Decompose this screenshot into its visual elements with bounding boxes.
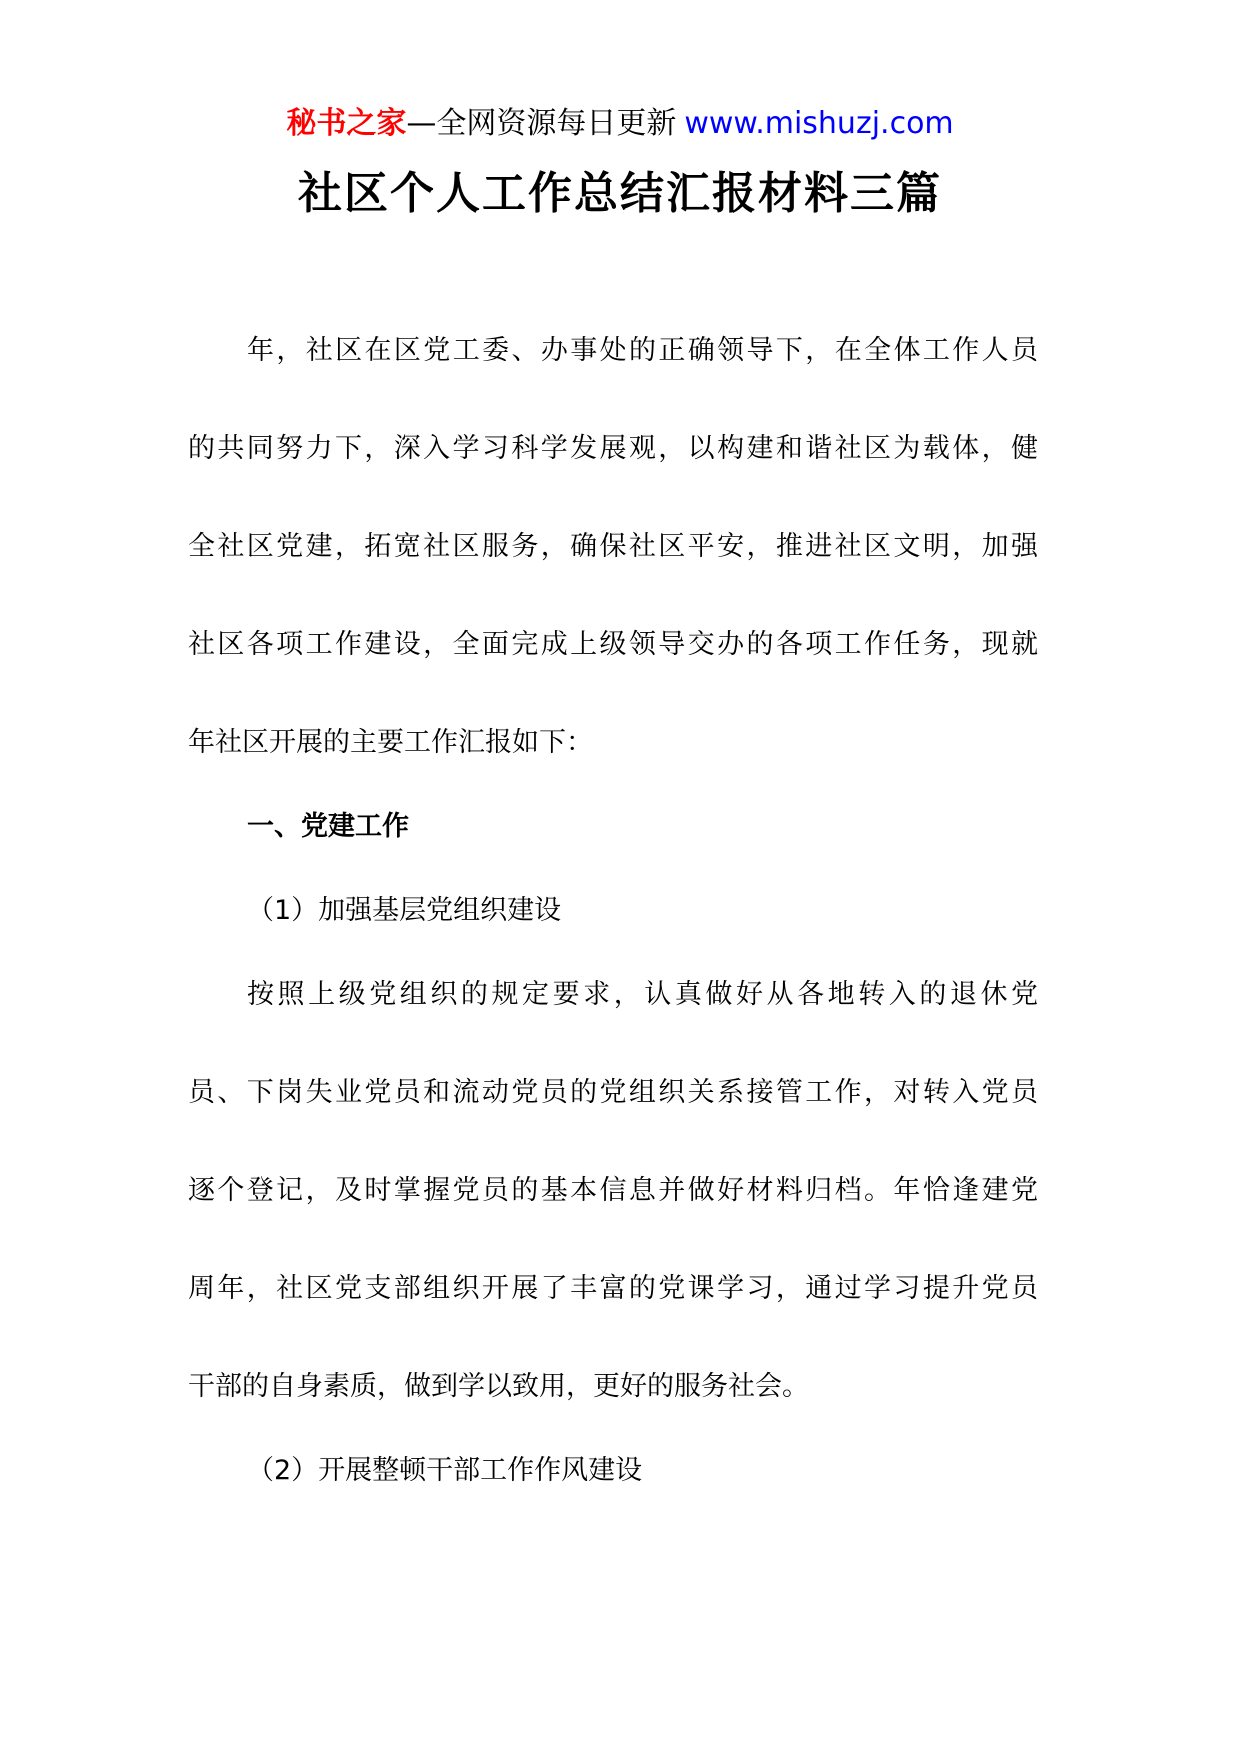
- subsection-paragraph: [188, 978, 1038, 1404]
- site-header: [0, 102, 1240, 146]
- paragraph-line: 年，社区在区党工委、办事处的正确领导下，在全体工作人员: [247, 335, 1038, 366]
- section-heading: 一、党建工作: [247, 811, 409, 842]
- site-url-link[interactable]: www.mishuzj.com: [684, 106, 954, 141]
- subsection-heading: （1）加强基层党组织建设: [247, 895, 562, 926]
- paragraph-line: 按照上级党组织的规定要求，认真做好从各地转入的退休党: [247, 979, 1038, 1010]
- paragraph-line: 的共同努力下，深入学习科学发展观，以构建和谐社区为载体，健: [188, 433, 1038, 464]
- intro-paragraph: [188, 334, 1038, 760]
- paragraph-line: 社区各项工作建设，全面完成上级领导交办的各项工作任务，现就: [188, 629, 1038, 660]
- paragraph-line: 逐个登记，及时掌握党员的基本信息并做好材料归档。年恰逢建党: [188, 1175, 1038, 1206]
- site-tagline: —全网资源每日更新: [406, 106, 677, 141]
- paragraph-line: 员、下岗失业党员和流动党员的党组织关系接管工作，对转入党员: [188, 1077, 1038, 1108]
- paragraph-line: 全社区党建，拓宽社区服务，确保社区平安，推进社区文明，加强: [188, 531, 1038, 562]
- document-title: 社区个人工作总结汇报材料三篇: [298, 168, 942, 219]
- paragraph-line: 周年，社区党支部组织开展了丰富的党课学习，通过学习提升党员: [188, 1273, 1038, 1304]
- site-brand: 秘书之家: [286, 106, 407, 141]
- document-body: [188, 334, 1038, 1488]
- paragraph-line: 年社区开展的主要工作汇报如下：: [188, 727, 593, 758]
- subsection-heading: （2）开展整顿干部工作作风建设: [247, 1455, 643, 1486]
- paragraph-line: 干部的自身素质，做到学以致用，更好的服务社会。: [188, 1371, 809, 1402]
